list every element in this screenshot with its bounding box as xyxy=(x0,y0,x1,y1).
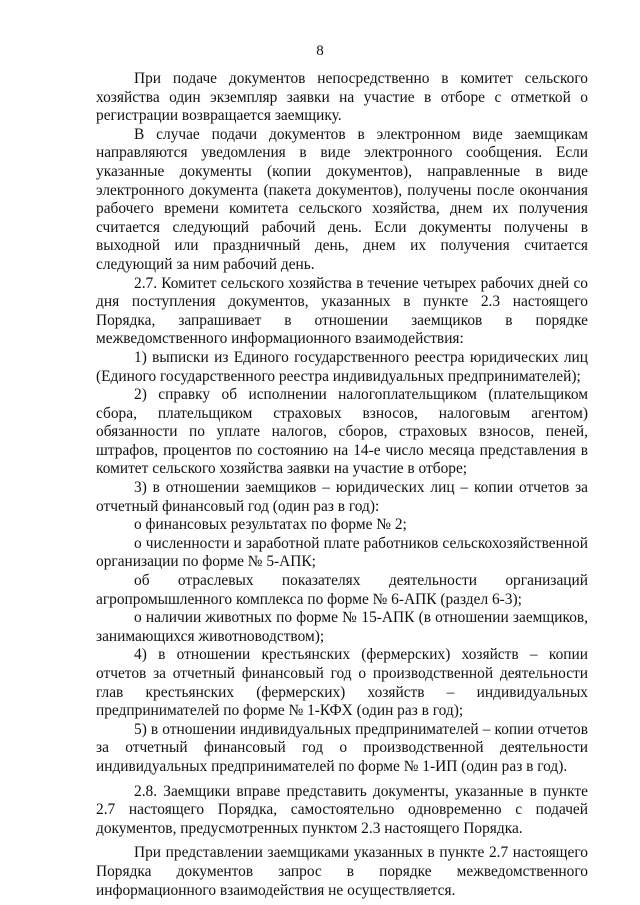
sub-item-financial-results: о финансовых результатах по форме № 2; xyxy=(134,516,407,534)
list-item-3: 3) в отношении заемщиков – юридических лиц – копии отчетов за отчетный финансовый год (один раз в год): xyxy=(96,479,588,515)
paragraph-clause-2-8: 2.8. Заемщики вправе представить документы, указанные в пункте 2.7 настоящего Порядка, самостоятельно одновременно с подачей документов, предусмотренных пунктом 2.3 настоящего Порядка. xyxy=(96,782,588,837)
list-item-2: 2) справку об исполнении налогоплательщиком (плательщиком сбора, плательщиком страховых взносов, налоговым агентом) обязанности по уплате налогов, сборов, страховых взносов, пеней, штрафов, процентов по состоянию на 14-е число месяца представления в комитет сельского хозяйства заявки на участие в отборе; xyxy=(96,386,588,478)
sub-item-industry-indicators: об отраслевых показателях деятельности организаций агропромышленного комплекса по форме № 6-АПК (раздел 6-3); xyxy=(96,572,588,608)
paragraph-electronic-submission: В случае подачи документов в электронном виде заемщикам направляются уведомления в виде электронного сообщения. Если указанные документы (копии документов), направленные в виде электронного документа (пакета документов), получены после окончания рабочего времени комитета сельского хозяйства, днем их получения считается следующий рабочий день. Если документы получены в выходной или праздничный день, днем их получения считается следующий за ним рабочий день. xyxy=(96,125,588,273)
paragraph-no-interagency-request: При представлении заемщиками указанных в пункте 2.7 настоящего Порядка документов запрос в порядке межведомственного информационного взаимодействия не осуществляется. xyxy=(96,844,588,899)
sub-item-staff-and-wages: о численности и заработной плате работников сельскохозяйственной организации по форме № 5-АПК; xyxy=(96,534,588,571)
document-body xyxy=(96,70,588,900)
list-item-1: 1) выписки из Единого государственного реестра юридических лиц (Единого государственного реестра индивидуальных предпринимателей); xyxy=(96,348,588,385)
page-number: 8 xyxy=(316,43,324,59)
list-item-4: 4) в отношении крестьянских (фермерских) хозяйств – копии отчетов за отчетный финансовый год о производственной деятельности глав крестьянских (фермерских) хозяйств – индивидуальных предпринимателей по форме № 1-КФХ (один раз в год); xyxy=(96,646,588,720)
list-item-5: 5) в отношении индивидуальных предпринимателей – копии отчетов за отчетный финансовый год о производственной деятельности индивидуальных предпринимателей по форме № 1-ИП (один раз в год). xyxy=(96,720,588,775)
paragraph-clause-2-7: 2.7. Комитет сельского хозяйства в течение четырех рабочих дней со дня поступления документов, указанных в пункте 2.3 настоящего Порядка, запрашивает в отношении заемщиков в порядке межведомственного информационного взаимодействия: xyxy=(96,274,588,348)
paragraph-submission-in-person: При подаче документов непосредственно в комитет сельского хозяйства один экземпляр заявки на участие в отборе с отметкой о регистрации возвращается заемщику. xyxy=(96,70,588,125)
sub-item-livestock: о наличии животных по форме № 15-АПК (в отношении заемщиков, занимающихся животноводством); xyxy=(96,609,588,645)
